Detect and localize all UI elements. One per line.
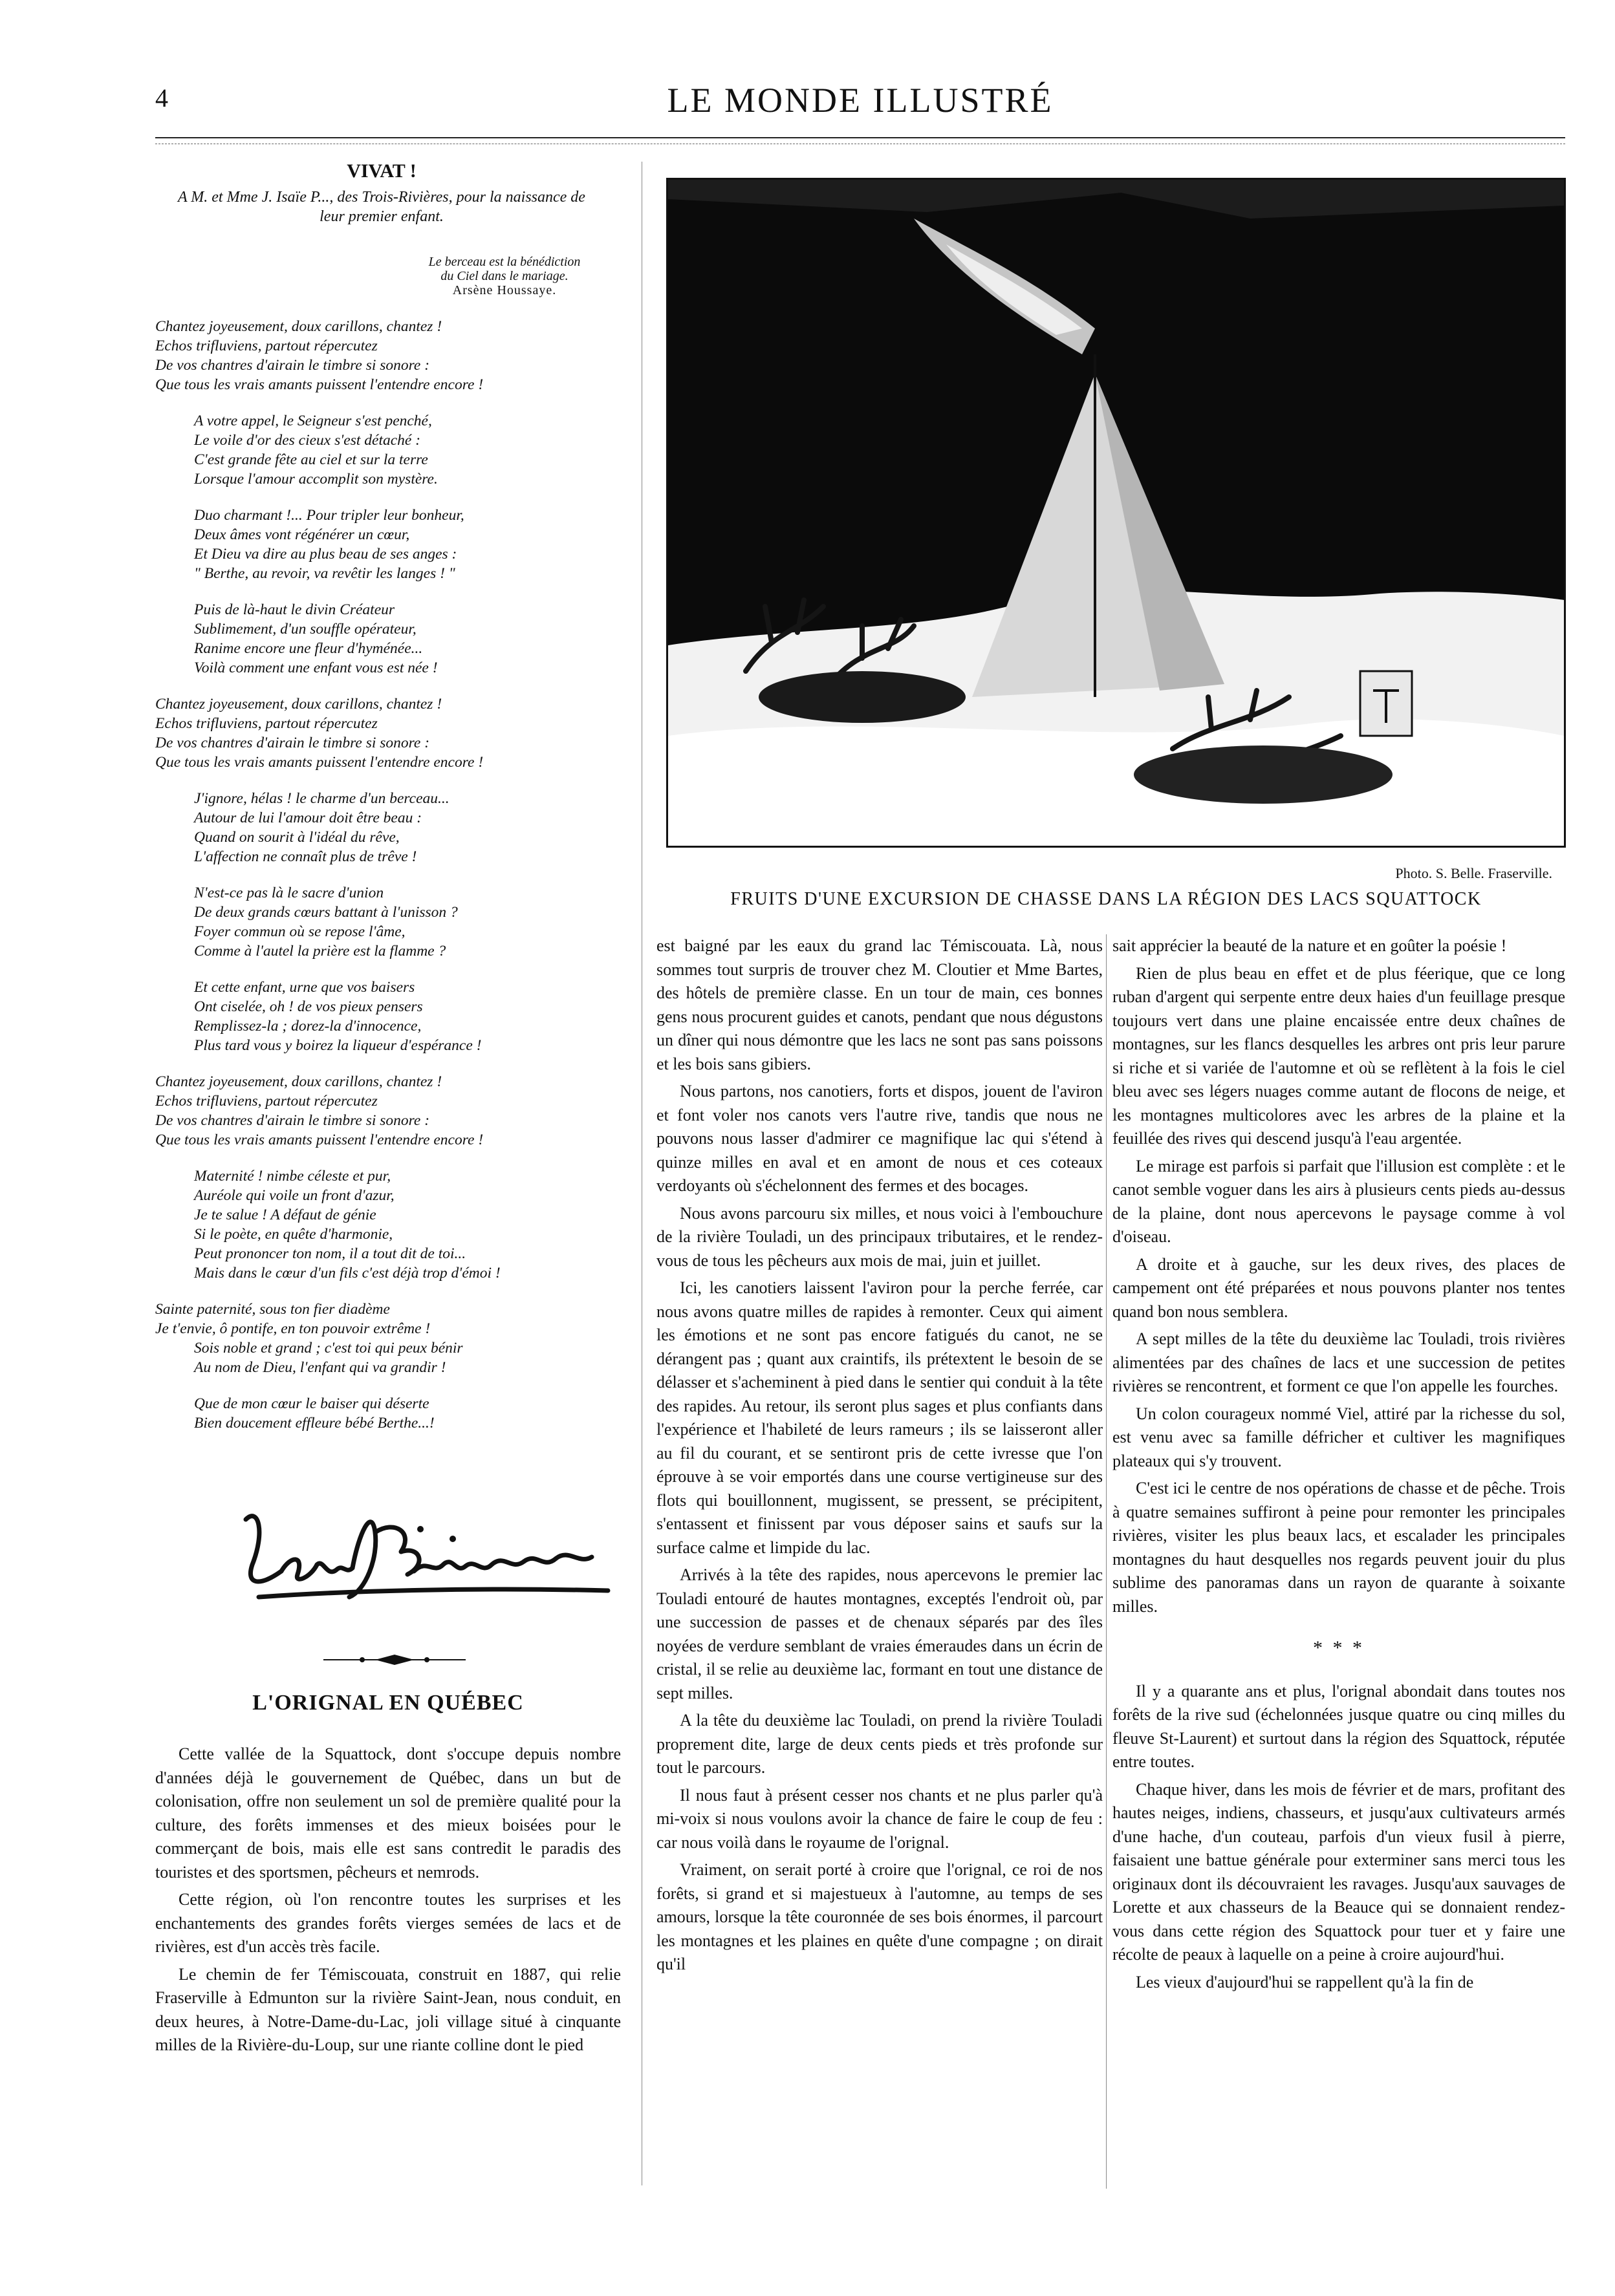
article-paragraph: A sept milles de la tête du deuxième lac Touladi, trois rivières alimentées par des chaînes de lacs et une succession de petites rivières se rencontrent, et forment ce que l'on appelle les fourches. <box>1112 1329 1565 1395</box>
poem-line: Sainte paternité, sous ton fier diadème <box>155 1301 390 1318</box>
article-paragraph: Ici, les canotiers laissent l'aviron pour la perche ferrée, car nous avons quatre milles de rapides à remonter. Ceux qui aiment les émotions et ne sont pas encore fatigués du canot, ne se dérangent pas ; quant aux craintifs, ils prétextent le besoin de se délasser et s'acheminent à pied dans le sentier qui conduit à la tête des rapides. Au retour, ils seront plus sages et plus confiants dans l'expérience et l'habileté de leurs rameurs ; ils se laisseront aller au fil du courant, et se sentiront pris de cette ivresse que l'on éprouve à se voir emportés dans une course vertigineuse sur des flots qui bouillonnent, mugissent, se pressent, se précipitent, s'entassent et finissent par vous déposer sains et saufs sur la surface calme et limpide du lac. <box>656 1278 1103 1557</box>
masthead <box>155 83 1565 134</box>
column-separator-right <box>1106 934 1107 2189</box>
poem-line: N'est-ce pas là le sacre d'union <box>194 885 384 901</box>
article-paragraph: Il nous faut à présent cesser nos chants et ne plus parler qu'à mi-voix si nous voulons avoir la chance de faire le coup de feu : car nous voilà dans le royaume de l'orignal. <box>656 1785 1103 1852</box>
poem-line: Bien doucement effleure bébé Berthe...! <box>194 1415 435 1432</box>
poem-stanza <box>155 600 608 678</box>
poem-line: De vos chantres d'airain le timbre si sonore : <box>155 1112 430 1129</box>
poem-line: Ranime encore une fleur d'hyménée... <box>194 640 423 657</box>
article-title: L'ORIGNAL EN QUÉBEC <box>252 1691 524 1715</box>
epigraph-author: Arsène Houssaye. <box>452 283 557 297</box>
poem-line: Plus tard vous y boirez la liqueur d'espérance ! <box>194 1037 482 1054</box>
poem-line: Lorsque l'amour accomplit son mystère. <box>194 471 438 488</box>
article-paragraph: Il y a quarante ans et plus, l'orignal abondait dans toutes nos forêts de la rive sud (échelonnées jusque quatre ou cinq milles du fleuve St-Laurent) et surtout dans la région des Squattock, réputée entre toutes. <box>1112 1681 1565 1771</box>
poem-line: Peut prononcer ton nom, il a tout dit de toi... <box>194 1245 466 1262</box>
poem-line: C'est grande fête au ciel et sur la terre <box>194 451 428 468</box>
article-paragraph: Le chemin de fer Témiscouata, construit en 1887, qui relie Fraserville à Edmunton sur la rivière Saint-Jean, nous conduit, en deux heures, à Notre-Dame-du-Lac, joli village situé à cinquante milles de la Rivière-du-Loup, sur une riante colline dont le pied <box>155 1964 621 2054</box>
article-paragraph: Nous partons, nos canotiers, forts et dispos, jouent de l'aviron et font voler nos canots vers l'autre rive, tandis que nous ne pouvons nous lasser d'admirer ce magnifique lac qui s'étend à quinze milles en aval et en amont de nous et ces coteaux verdoyants où s'échelonnent des fermes et des bocages. <box>656 1082 1103 1195</box>
poem-line: Chantez joyeusement, doux carillons, chantez ! <box>155 318 442 335</box>
photo-caption: FRUITS D'UNE EXCURSION DE CHASSE DANS LA RÉGION DES LACS SQUATTOCK <box>730 889 1482 909</box>
poem-line: Ont ciselée, oh ! de vos pieux pensers <box>194 998 423 1015</box>
poem-line: Je t'envie, ô pontife, en ton pouvoir extrême ! <box>155 1320 431 1337</box>
article-paragraph: Nous avons parcouru six milles, et nous voici à l'embouchure de la rivière Touladi, un des principaux tributaires, et le rendez-vous de tous les pêcheurs aux mois de mai, juin et juillet. <box>656 1203 1103 1270</box>
article-column-right <box>1112 934 1565 1998</box>
poem-line: L'affection ne connaît plus de trêve ! <box>194 848 417 865</box>
article-paragraph: Cette région, où l'on rencontre toutes les surprises et les enchantements des grandes forêts vierges semées de lacs et de rivières, est d'un accès très facile. <box>155 1890 621 1956</box>
poem-line: Quand on sourit à l'idéal du rêve, <box>194 829 400 846</box>
poem-line: Echos trifluviens, partout répercutez <box>155 715 378 732</box>
article-column-left <box>155 1743 621 2061</box>
poem-line: Chantez joyeusement, doux carillons, chantez ! <box>155 696 442 713</box>
poem-epigraph <box>401 255 608 297</box>
article-paragraph: Chaque hiver, dans les mois de février et de mars, profitant des hautes neiges, indiens, chasseurs, et jusqu'aux cultivateurs armés d'une hache, d'un couteau, parfois d'un vieux fusil à pierre, faisaient une battue générale pour exterminer sans merci tous les originaux dont ils découvraient les ravages. Jusqu'aux sauvages de Lorette et aux chasseurs de la Beauce qui se donnaient rendez-vous dans cette région des Squattock pour tuer et y faire une récolte de peaux à laquelle on a peine à croire aujourd'hui. <box>1112 1779 1565 1964</box>
poem-stanza <box>155 411 608 489</box>
poem-line: Que tous les vrais amants puissent l'entendre encore ! <box>155 1132 484 1148</box>
page-number: 4 <box>155 83 168 113</box>
poem-line: Auréole qui voile un front d'azur, <box>194 1187 395 1204</box>
poem-line: Que tous les vrais amants puissent l'entendre encore ! <box>155 754 484 771</box>
poem-line: Duo charmant !... Pour tripler leur bonheur, <box>194 507 464 524</box>
poem-stanza <box>155 789 608 866</box>
epigraph-line: Le berceau est la bénédiction <box>428 255 581 269</box>
poem-line: Remplissez-la ; dorez-la d'innocence, <box>194 1018 422 1035</box>
article-paragraph: Le mirage est parfois si parfait que l'illusion est complète : et le canot semble voguer dans les airs à plusieurs cents pieds au-dessus de la plaine, dont nous apercevons le paysage comme à vol d'oiseau. <box>1112 1156 1565 1246</box>
poem-line: Chantez joyeusement, doux carillons, chantez ! <box>155 1073 442 1090</box>
poem-line: Au nom de Dieu, l'enfant qui va grandir ! <box>194 1359 446 1376</box>
poem-stanza <box>155 1300 608 1377</box>
poem-line: Deux âmes vont régénérer un cœur, <box>194 526 410 543</box>
poem-line: Sois noble et grand ; c'est toi qui peux bénir <box>194 1340 463 1357</box>
article-paragraph: Vraiment, on serait porté à croire que l'orignal, ce roi de nos forêts, si grand et si majestueux à l'automne, au temps de ses amours, lorsque la tête couronnée de ses bois énormes, il parcourt les montagnes et les plaines en quête d'une compagne ; on dirait qu'il <box>656 1860 1103 1973</box>
article-paragraph: A la tête du deuxième lac Touladi, on prend la rivière Touladi proprement dite, large de deux cents pieds et très profonde sur tout le parcours. <box>656 1711 1103 1777</box>
article-paragraph: sait apprécier la beauté de la nature et en goûter la poésie ! <box>1112 936 1507 955</box>
poem-line: Que de mon cœur le baiser qui déserte <box>194 1395 429 1412</box>
poem-line: Foyer commun où se repose l'âme, <box>194 923 406 940</box>
photo-credit: Photo. S. Belle. Fraserville. <box>1395 865 1552 881</box>
poem-stanza <box>155 978 608 1055</box>
poem-line: A votre appel, le Seigneur s'est penché, <box>194 413 432 429</box>
journal-title: LE MONDE ILLUSTRÉ <box>667 81 1054 120</box>
article-paragraph: Cette vallée de la Squattock, dont s'occupe depuis nombre d'années déjà le gouvernement de Québec, dans un but de colonisation, offre non seulement un sol de première qualité pour la culture, des forêts immenses et des mieux boisées pour le commerçant de bois, mais elle est sans contredit le paradis des touristes et des sportsmen, pêcheurs et nemrods. <box>155 1744 621 1882</box>
poem-line: Autour de lui l'amour doit être beau : <box>194 810 422 826</box>
article-column-middle <box>656 934 1103 1980</box>
poem-line: Et Dieu va dire au plus beau de ses anges : <box>194 546 457 563</box>
poem-line: Echos trifluviens, partout répercutez <box>155 338 378 354</box>
poem-line: De deux grands cœurs battant à l'unisson ? <box>194 904 458 921</box>
handwritten-signature <box>220 1494 621 1610</box>
poem-stanza <box>155 317 608 394</box>
poem-stanzas <box>155 317 608 1433</box>
poem-line: J'ignore, hélas ! le charme d'un berceau... <box>194 790 450 807</box>
poem-line: De vos chantres d'airain le timbre si sonore : <box>155 735 430 751</box>
poem-line: Sublimement, d'un souffle opérateur, <box>194 621 417 638</box>
poem-line: Mais dans le cœur d'un fils c'est déjà trop d'émoi ! <box>194 1265 501 1282</box>
poem-line: Maternité ! nimbe céleste et pur, <box>194 1168 391 1185</box>
article-paragraph: C'est ici le centre de nos opérations de chasse et de pêche. Trois à quatre semaines suffiront à peine pour remonter les principales rivières, visiter les plus beaux lacs, et escalader les principales montagnes du haut desquelles nos regards peuvent jouir du plus sublime des panoramas dans un rayon de quarante à soixante milles. <box>1112 1479 1565 1616</box>
poem-stanza <box>155 1394 608 1433</box>
poem-stanza <box>155 1166 608 1283</box>
poem-line: Que tous les vrais amants puissent l'entendre encore ! <box>155 376 484 393</box>
poem-line: Puis de là-haut le divin Créateur <box>194 601 395 618</box>
poem-stanza <box>155 506 608 583</box>
poem-line: Si le poète, en quête d'harmonie, <box>194 1226 393 1243</box>
poem-line: Comme à l'autel la prière est la flamme ? <box>194 943 446 960</box>
header-rule <box>155 137 1565 138</box>
article-paragraph: Arrivés à la tête des rapides, nous apercevons le premier lac Touladi entouré de hautes montagnes, exceptés l'endroit où, par une succession de passes et de chenaux séparés par des îles noyées de verdure semblant de vraies émeraudes dans un écrin de cristal, il se relie au deuxième lac, formant en tout une distance de sept milles. <box>656 1565 1103 1702</box>
poem-line: Voilà comment une enfant vous est née ! <box>194 660 438 676</box>
article-paragraph: est baigné par les eaux du grand lac Témiscouata. Là, nous sommes tout surpris de trouver chez M. Cloutier et Mme Bartes, des hôtels de première classe. En un tour de main, ces bonnes gens nous procurent guides et canots, pendant que nous dégustons un dîner qui nous démontre que les lacs ne sont pas sans poissons et les bois sans gibiers. <box>656 936 1103 1073</box>
poem-line: Le voile d'or des cieux s'est détaché : <box>194 432 421 449</box>
poem-line: " Berthe, au revoir, va revêtir les langes ! " <box>194 565 455 582</box>
poem-line: Et cette enfant, urne que vos baisers <box>194 979 415 996</box>
poem-title: VIVAT ! <box>347 160 417 182</box>
epigraph-line: du Ciel dans le mariage. <box>440 269 569 283</box>
poem-stanza <box>155 1072 608 1150</box>
hunting-photo <box>666 178 1566 848</box>
ornament-divider <box>323 1652 466 1668</box>
poem-line: Echos trifluviens, partout répercutez <box>155 1093 378 1110</box>
poem-dedication: A M. et Mme J. Isaïe P..., des Trois-Rivières, pour la naissance de leur premier enfant. <box>178 189 585 225</box>
article-paragraph: Rien de plus beau en effet et de plus féerique, que ce long ruban d'argent qui serpente entre deux haies d'un feuillage presque toujours vert dans une plaine encaissée entre deux chaînes de montagnes, sur les flancs desquelles les arbres ont pris leur parure si riche et si variée de l'automne et où se reflètent à la fois le ciel bleu avec ses légers nuages comme autant de flocons de neige, et les montagnes multicolores avec les arbres de la plaine et la feuillée des rives qui descend jusqu'à l'eau argentée. <box>1112 963 1565 1148</box>
article-paragraph: Les vieux d'aujourd'hui se rappellent qu'à la fin de <box>1136 1972 1474 1991</box>
poem-line: De vos chantres d'airain le timbre si sonore : <box>155 357 430 374</box>
poem-stanza <box>155 883 608 961</box>
poem <box>155 162 608 1450</box>
poem-line: Je te salue ! A défaut de génie <box>194 1207 376 1223</box>
poem-stanza <box>155 694 608 772</box>
section-stars: * * * <box>1313 1637 1365 1658</box>
article-paragraph: Un colon courageux nommé Viel, attiré par la richesse du sol, est venu avec sa famille défricher et cultiver les magnifiques plateaux qui s'y trouvent. <box>1112 1404 1565 1470</box>
article-paragraph: A droite et à gauche, sur les deux rives, des places de campement ont été préparées et nous pouvons planter nos tentes quand bon nous semblera. <box>1112 1254 1565 1321</box>
